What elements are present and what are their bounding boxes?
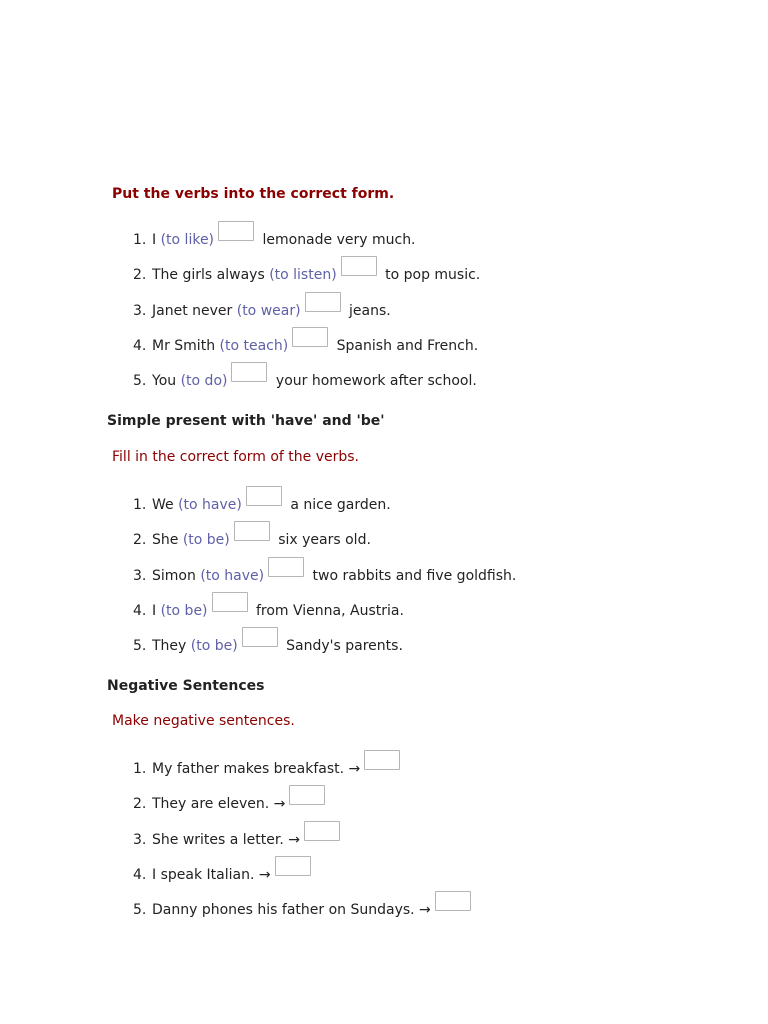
list-item bbox=[0, 530, 768, 565]
item-text: My father makes breakfast. → bbox=[152, 761, 361, 777]
verb-hint: (to teach) bbox=[219, 337, 289, 354]
answer-input[interactable] bbox=[435, 891, 471, 911]
item-text-after: two rabbits and five goldfish. bbox=[308, 567, 517, 584]
section1-instruction: Put the verbs into the correct form. bbox=[112, 186, 395, 202]
list-item bbox=[0, 301, 768, 336]
item-number: 3. bbox=[133, 302, 147, 319]
item-text: They are eleven. → bbox=[152, 796, 286, 813]
answer-input[interactable] bbox=[305, 292, 341, 312]
list-item bbox=[0, 900, 768, 935]
answer-input[interactable] bbox=[275, 856, 311, 876]
item-number: 2. bbox=[133, 796, 147, 813]
item-number: 1. bbox=[133, 761, 147, 777]
section2-instruction: Fill in the correct form of the verbs. bbox=[112, 449, 360, 465]
item-text-after: your homework after school. bbox=[271, 373, 477, 390]
list-item bbox=[0, 601, 768, 636]
list-item bbox=[0, 265, 768, 300]
verb-hint: (to listen) bbox=[269, 267, 337, 284]
section2-list bbox=[0, 495, 768, 671]
answer-input[interactable] bbox=[268, 557, 304, 577]
list-item bbox=[0, 865, 768, 900]
answer-input[interactable] bbox=[292, 327, 328, 347]
list-item bbox=[0, 495, 768, 530]
answer-input[interactable] bbox=[289, 785, 325, 805]
item-text-before: I bbox=[152, 232, 161, 248]
item-text: She writes a letter. → bbox=[152, 831, 300, 848]
answer-input[interactable] bbox=[341, 256, 377, 276]
answer-input[interactable] bbox=[218, 221, 254, 241]
item-number: 2. bbox=[133, 532, 147, 549]
item-number: 5. bbox=[133, 373, 147, 390]
item-number: 4. bbox=[133, 337, 147, 354]
item-text: I speak Italian. → bbox=[152, 866, 271, 883]
item-number: 2. bbox=[133, 267, 147, 284]
item-text-after: jeans. bbox=[344, 302, 391, 319]
list-item bbox=[0, 566, 768, 601]
section3-instruction: Make negative sentences. bbox=[112, 713, 295, 729]
item-number: 1. bbox=[133, 497, 147, 513]
section3-heading: Negative Sentences bbox=[107, 678, 265, 694]
list-item bbox=[0, 336, 768, 371]
list-item bbox=[0, 830, 768, 865]
list-item bbox=[0, 636, 768, 671]
item-text-before: The girls always bbox=[152, 267, 270, 284]
item-text-before: She bbox=[152, 532, 183, 549]
item-text-before: You bbox=[152, 373, 181, 390]
item-text: Danny phones his father on Sundays. → bbox=[152, 902, 431, 919]
item-text-after: a nice garden. bbox=[285, 497, 391, 513]
answer-input[interactable] bbox=[234, 521, 270, 541]
item-text-before: They bbox=[152, 638, 191, 655]
item-number: 5. bbox=[133, 638, 147, 655]
verb-hint: (to have) bbox=[200, 567, 265, 584]
section3-list bbox=[0, 759, 768, 935]
list-item bbox=[0, 230, 768, 265]
list-item bbox=[0, 794, 768, 829]
item-text-before: We bbox=[152, 497, 179, 513]
item-text-before: Janet never bbox=[152, 302, 237, 319]
answer-input[interactable] bbox=[304, 821, 340, 841]
item-text-before: Simon bbox=[152, 567, 201, 584]
verb-hint: (to do) bbox=[180, 373, 228, 390]
section1-list bbox=[0, 230, 768, 406]
list-item bbox=[0, 371, 768, 406]
verb-hint: (to be) bbox=[182, 532, 230, 549]
verb-hint: (to wear) bbox=[236, 302, 301, 319]
item-number: 1. bbox=[133, 232, 147, 248]
answer-input[interactable] bbox=[212, 592, 248, 612]
item-text-after: from Vienna, Austria. bbox=[251, 602, 404, 619]
item-text-after: lemonade very much. bbox=[258, 232, 416, 248]
item-text-before: I bbox=[152, 602, 161, 619]
item-text-after: to pop music. bbox=[380, 267, 481, 284]
item-number: 4. bbox=[133, 866, 147, 883]
item-text-after: six years old. bbox=[273, 532, 371, 549]
verb-hint: (to be) bbox=[160, 602, 208, 619]
item-text-after: Sandy's parents. bbox=[281, 638, 403, 655]
item-number: 3. bbox=[133, 831, 147, 848]
item-text-after: Spanish and French. bbox=[332, 337, 479, 354]
list-item bbox=[0, 759, 768, 794]
answer-input[interactable] bbox=[242, 627, 278, 647]
verb-hint: (to be) bbox=[190, 638, 238, 655]
answer-input[interactable] bbox=[231, 362, 267, 382]
answer-input[interactable] bbox=[364, 750, 400, 770]
item-number: 5. bbox=[133, 902, 147, 919]
verb-hint: (to like) bbox=[160, 232, 215, 248]
item-number: 3. bbox=[133, 567, 147, 584]
section2-heading: Simple present with 'have' and 'be' bbox=[107, 413, 385, 429]
verb-hint: (to have) bbox=[178, 497, 242, 513]
item-text-before: Mr Smith bbox=[152, 337, 220, 354]
answer-input[interactable] bbox=[246, 486, 282, 506]
item-number: 4. bbox=[133, 602, 147, 619]
